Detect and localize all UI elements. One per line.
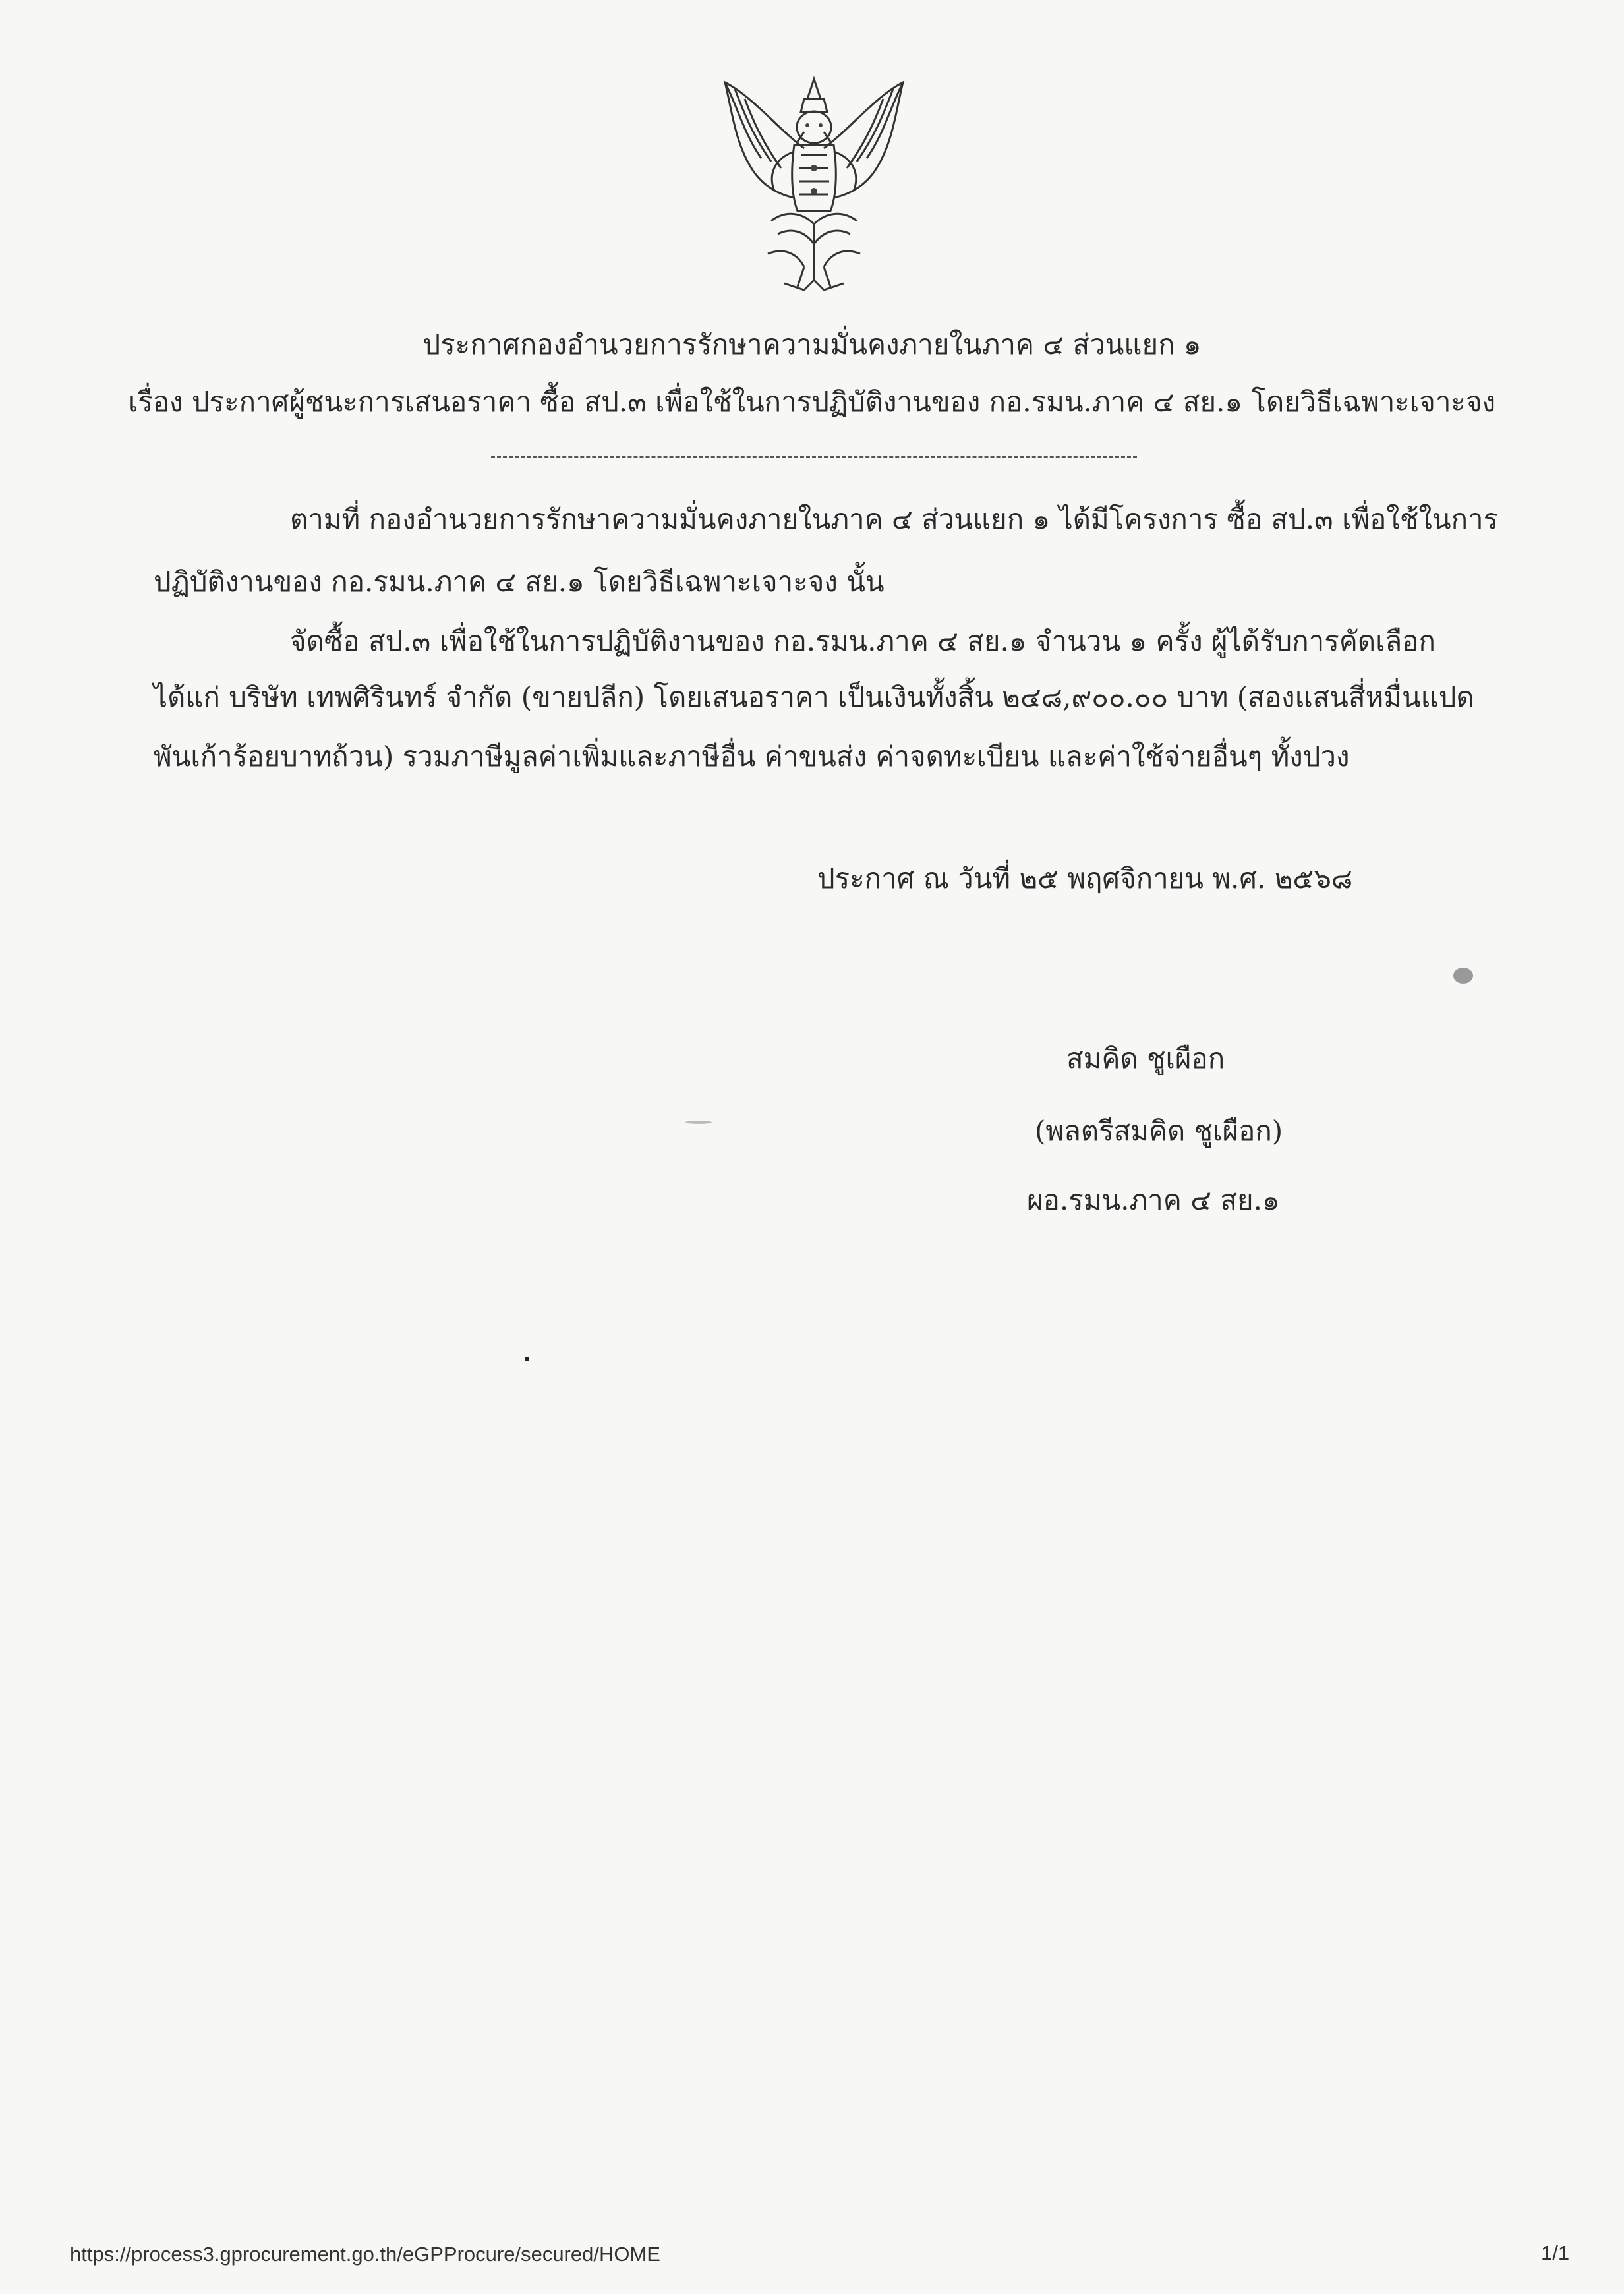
announcement-date: ประกาศ ณ วันที่ ๒๕ พฤศจิกายน พ.ศ. ๒๕๖๘ — [817, 862, 1353, 895]
signature-name: สมคิด ชูเผือก — [1066, 1042, 1225, 1074]
footer-url: https://process3.gprocurement.go.th/eGPProcure/secured/HOME — [70, 2243, 660, 2266]
paragraph-1-line-2: ปฏิบัติงานของ กอ.รมน.ภาค ๔ สย.๑ โดยวิธีเฉพาะเจาะจง นั้น — [154, 566, 884, 598]
paragraph-2-line-1: จัดซื้อ สป.๓ เพื่อใช้ในการปฏิบัติงานของ กอ.รมน.ภาค ๔ สย.๑ จำนวน ๑ ครั้ง ผู้ได้รับการคัดเลือก — [290, 625, 1436, 657]
announcement-agency: ประกาศกองอำนวยการรักษาความมั่นคงภายในภาค ๔ ส่วนแยก ๑ — [422, 328, 1202, 361]
scan-speck — [1453, 968, 1473, 984]
signature-position: ผอ.รมน.ภาค ๔ สย.๑ — [1027, 1184, 1280, 1216]
scan-speck — [685, 1121, 712, 1124]
paragraph-1-line-1: ตามที่ กองอำนวยการรักษาความมั่นคงภายในภาค ๔ ส่วนแยก ๑ ได้มีโครงการ ซื้อ สป.๓ เพื่อใช้ในการ — [290, 503, 1499, 535]
scan-speck — [525, 1357, 529, 1361]
garuda-emblem-icon — [705, 69, 923, 307]
paragraph-2-line-2: ได้แก่ บริษัท เทพศิรินทร์ จำกัด (ขายปลีก) โดยเสนอราคา เป็นเงินทั้งสิ้น ๒๔๘,๙๐๐.๐๐ บาท (สองแสนสี่หมื่นแปด — [154, 681, 1474, 713]
footer-page-number: 1/1 — [1541, 2241, 1570, 2264]
dashed-divider — [491, 456, 1137, 458]
signature-full-name: (พลตรีสมคิด ชูเผือก) — [1035, 1115, 1283, 1147]
paragraph-2-line-3: พันเก้าร้อยบาทถ้วน) รวมภาษีมูลค่าเพิ่มและภาษีอื่น ค่าขนส่ง ค่าจดทะเบียน และค่าใช้จ่ายอื่นๆ ทั้งปวง — [154, 740, 1350, 773]
announcement-subject: เรื่อง ประกาศผู้ชนะการเสนอราคา ซื้อ สป.๓ เพื่อใช้ในการปฏิบัติงานของ กอ.รมน.ภาค ๔ สย.๑ โดยวิธีเฉพาะเจาะจง — [128, 386, 1496, 418]
